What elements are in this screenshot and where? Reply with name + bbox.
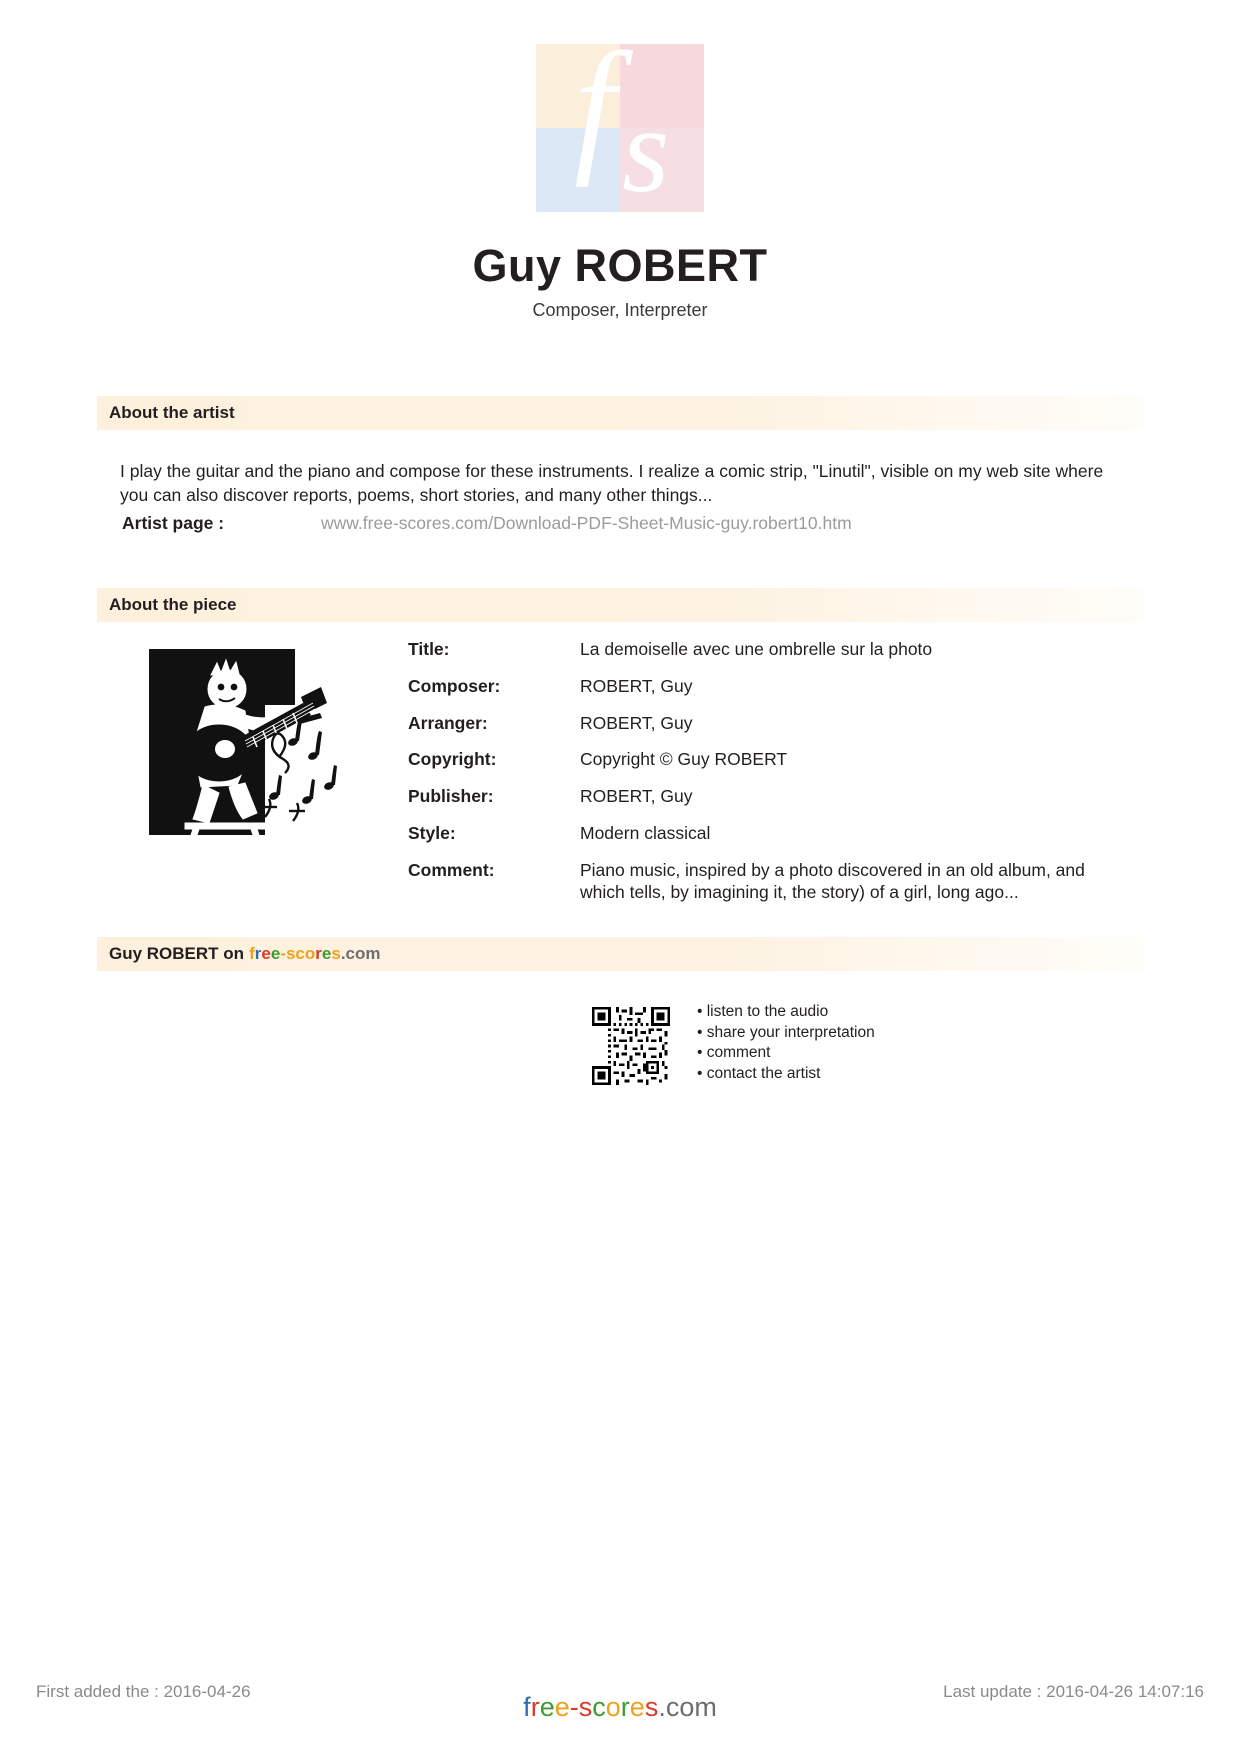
- free-scores-links-list: [697, 1002, 875, 1084]
- field-value-style: Modern classical: [580, 822, 711, 843]
- field-label-composer: Composer:: [408, 675, 501, 696]
- list-item[interactable]: • contact the artist: [697, 1064, 821, 1082]
- field-value-copyright: Copyright © Guy ROBERT: [580, 749, 788, 770]
- field-value-composer: ROBERT, Guy: [580, 675, 693, 696]
- free-scores-brand-label: free-scores.com: [249, 944, 381, 963]
- artist-page-link[interactable]: www.free-scores.com/Download-PDF-Sheet-Music-guy.robert10.htm: [320, 513, 852, 533]
- list-item[interactable]: • comment: [697, 1044, 771, 1062]
- section-header-about-artist: [97, 396, 1143, 430]
- artist-page-row: [122, 513, 1132, 534]
- table-row: [408, 859, 1108, 905]
- table-row: [408, 638, 1108, 675]
- footer-first-added: First added the : 2016-04-26: [36, 1682, 251, 1701]
- qr-code-icon[interactable]: [592, 1007, 670, 1085]
- link-share-interpretation[interactable]: share your interpretation: [706, 1023, 875, 1041]
- page-title: Guy ROBERT: [472, 240, 768, 291]
- field-label-copyright: Copyright:: [408, 749, 497, 770]
- section-title-about-piece: About the piece: [109, 595, 237, 614]
- artist-page-label: Artist page :: [122, 513, 225, 533]
- table-row: [408, 748, 1108, 785]
- section-title-free-scores: Guy ROBERT on: [109, 944, 245, 963]
- artist-role-subtitle: Composer, Interpreter: [532, 300, 708, 320]
- logo-container: [0, 22, 1240, 218]
- list-item[interactable]: • share your interpretation: [697, 1023, 875, 1041]
- section-title-about-artist: About the artist: [109, 403, 235, 422]
- field-value-comment: Piano music, inspired by a photo discovered in an old album, and which tells, by imagining it, the story) of a girl, long ago...: [580, 859, 1085, 903]
- link-listen-audio[interactable]: listen to the audio: [706, 1003, 829, 1020]
- field-label-comment: Comment:: [408, 859, 495, 880]
- field-value-title: La demoiselle avec une ombrelle sur la photo: [580, 639, 933, 659]
- free-scores-logo-icon: [536, 22, 704, 218]
- field-label-title: Title:: [408, 639, 450, 659]
- logo-glyphs: [536, 22, 704, 218]
- table-row: [408, 822, 1108, 859]
- link-comment[interactable]: comment: [706, 1044, 771, 1062]
- section-header-about-piece: [97, 588, 1143, 622]
- link-contact-artist[interactable]: contact the artist: [706, 1064, 821, 1082]
- field-value-publisher: ROBERT, Guy: [580, 786, 693, 806]
- field-value-arranger: ROBERT, Guy: [580, 712, 693, 733]
- footer-brand[interactable]: free-scores.com: [523, 1692, 717, 1722]
- table-row: [408, 712, 1108, 749]
- field-label-publisher: Publisher:: [408, 786, 494, 806]
- table-row: [408, 785, 1108, 822]
- footer-last-update: Last update : 2016-04-26 14:07:16: [943, 1682, 1204, 1701]
- field-label-arranger: Arranger:: [408, 712, 488, 733]
- guitarist-drawing-illustration: [145, 645, 365, 860]
- logo-letter-s: s: [622, 83, 670, 218]
- field-label-style: Style:: [408, 822, 456, 843]
- logo-letter-f: f: [574, 22, 616, 188]
- piece-details-table: [408, 638, 1108, 904]
- table-row: [408, 675, 1108, 712]
- section-header-free-scores: [97, 937, 1143, 971]
- list-item[interactable]: • listen to the audio: [697, 1003, 829, 1020]
- artist-biography: I play the guitar and the piano and compose for these instruments. I realize a comic strip, "Linutil", visible on my web site where you can also discover reports, poems, short stories, and many other things...: [120, 461, 1104, 505]
